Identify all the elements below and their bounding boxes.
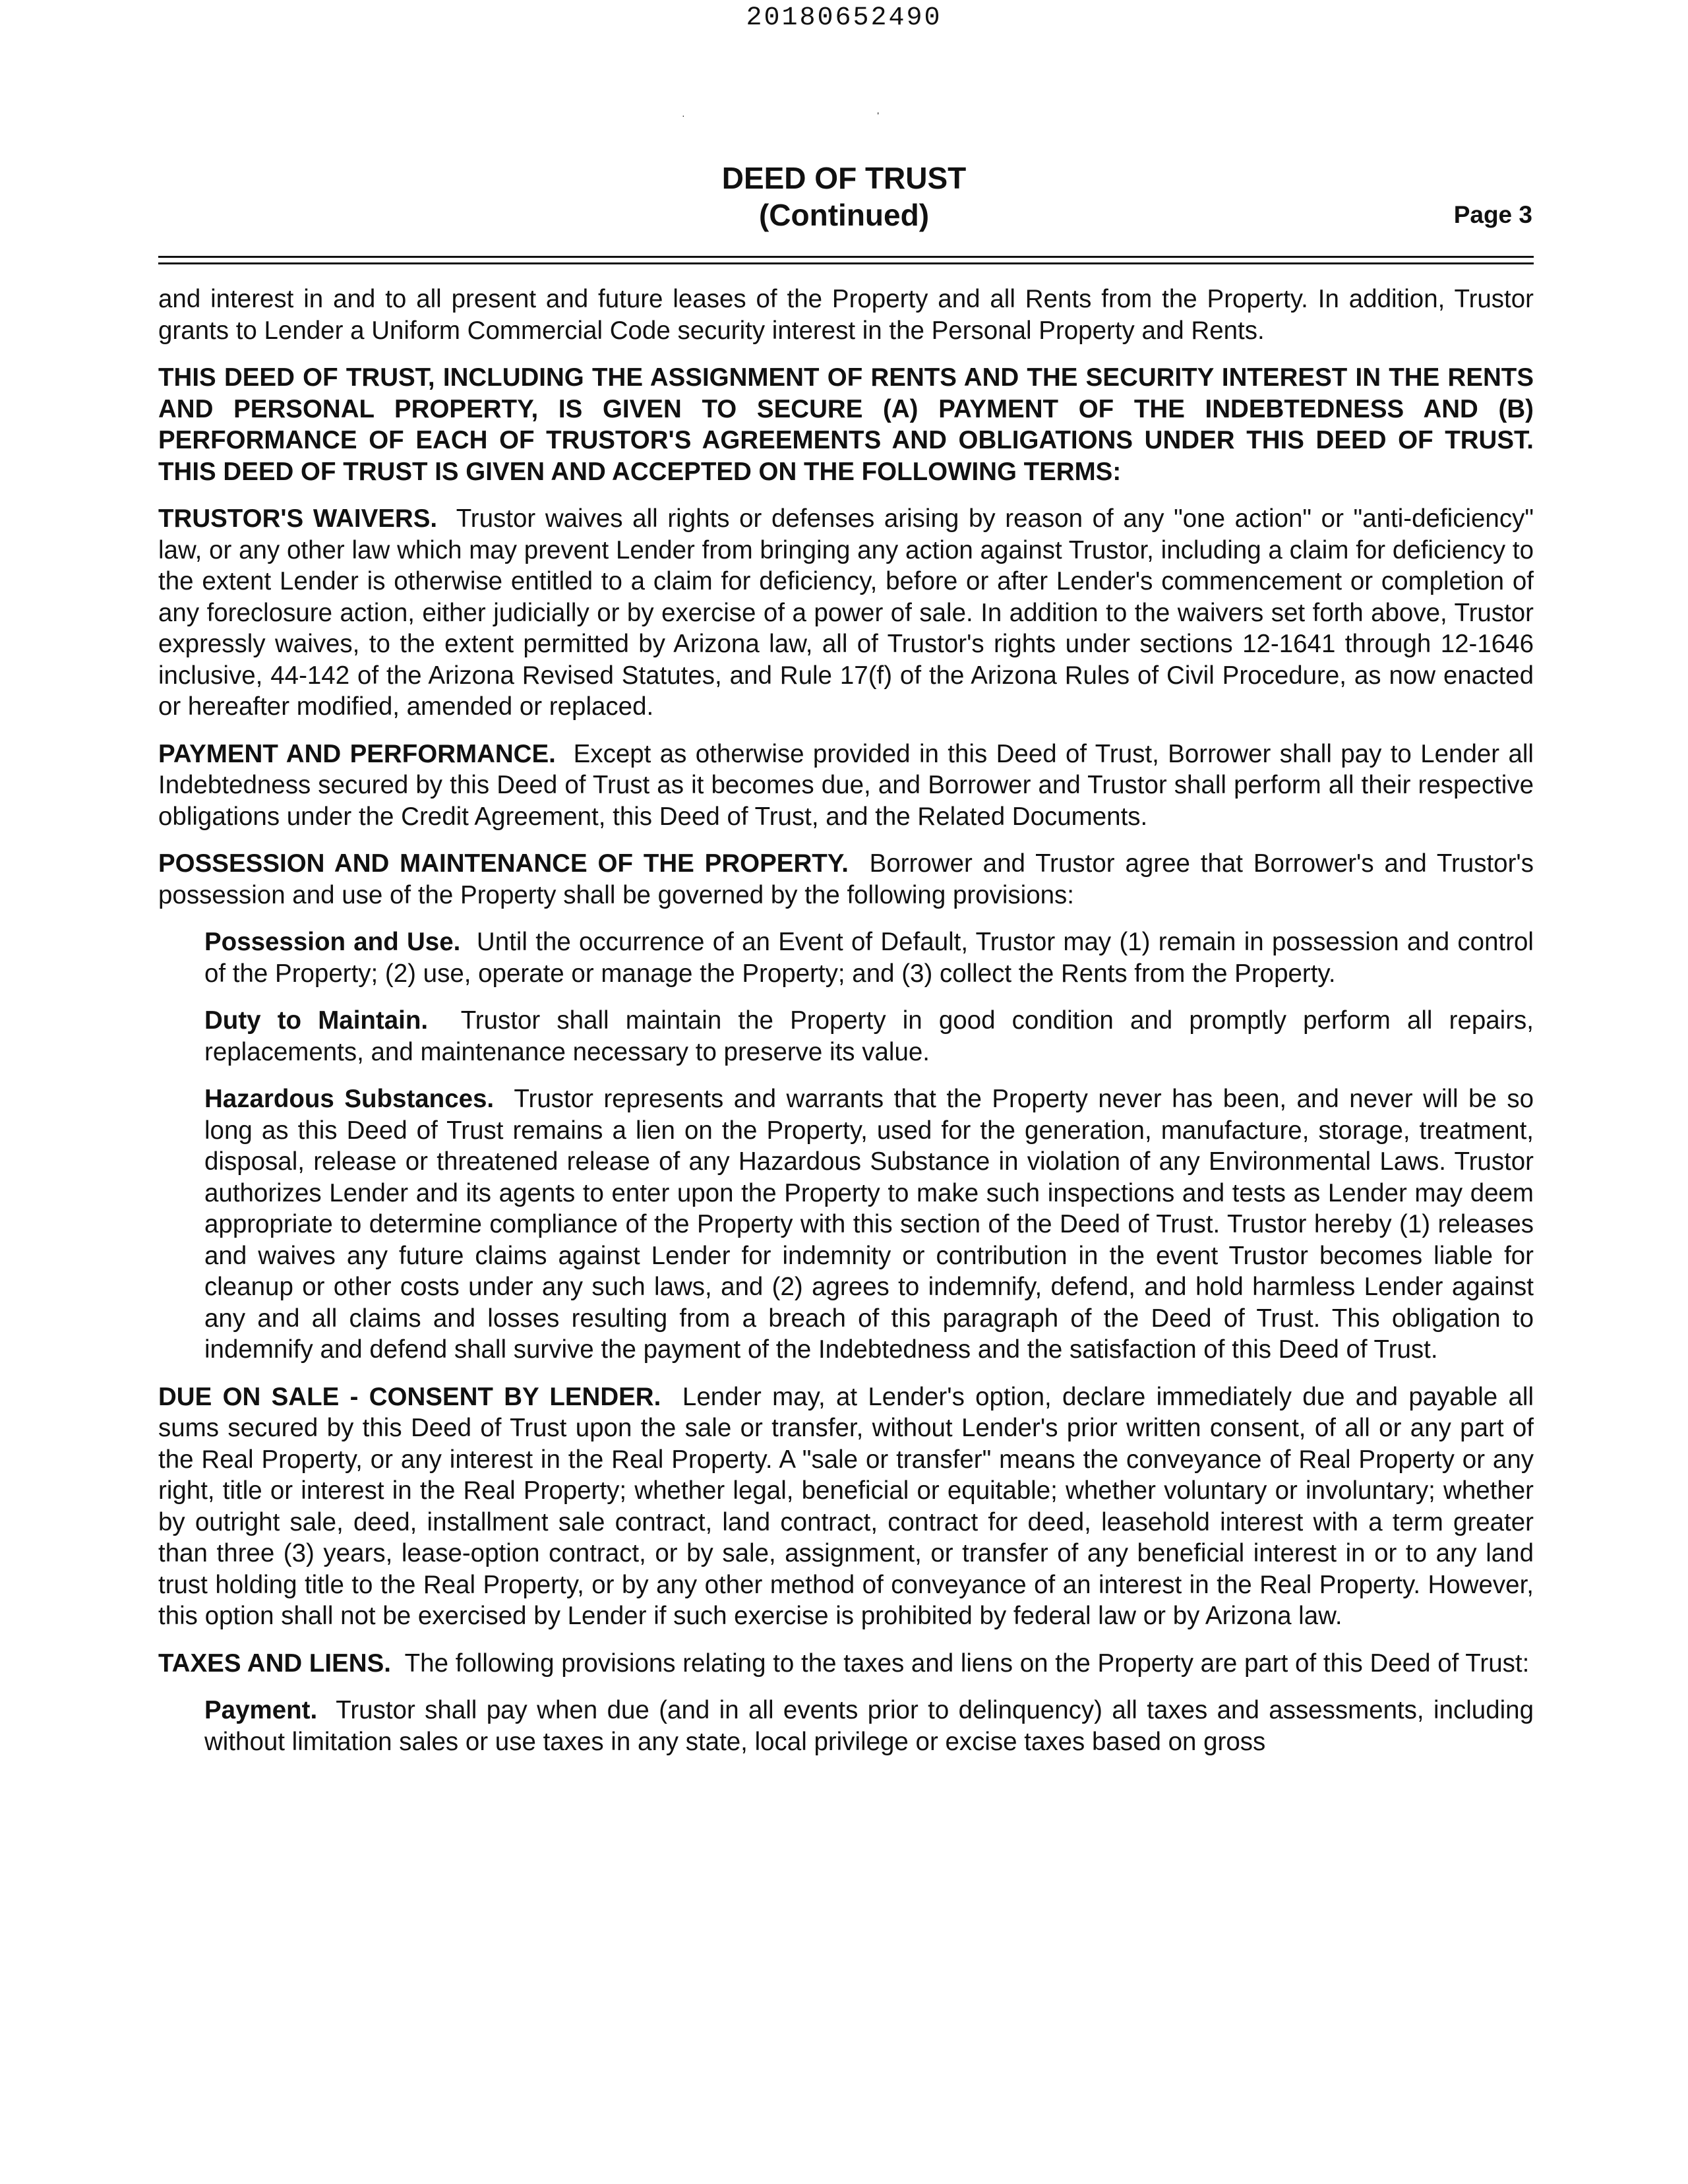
section-heading: DUE ON SALE - CONSENT BY LENDER. <box>158 1382 661 1411</box>
document-body <box>158 284 1534 1773</box>
page-number: Page 3 <box>1453 201 1532 228</box>
section-trustors-waivers <box>158 503 1534 723</box>
header-rule-top <box>158 256 1534 258</box>
subsection-payment <box>204 1695 1534 1757</box>
subsection-heading: Payment. <box>204 1696 318 1724</box>
document-title <box>0 160 1688 233</box>
title-line-2: (Continued) <box>758 198 930 232</box>
section-heading: TAXES AND LIENS. <box>158 1649 391 1678</box>
section-text: Except as otherwise provided in this Deed of Trust, Borrower shall pay to Lender all Indebtedness secured by this Deed of Trust as it becomes due, and Borrower and Trustor shall perform all their respective obligations under the Credit Agreement, this Deed of Trust, and the Related Documents. <box>158 739 1534 831</box>
subsection-text: Trustor shall pay when due (and in all events prior to delinquency) all taxes and assessments, including without limitation sales or use taxes in any state, local privilege or excise taxes based on gross <box>204 1696 1534 1756</box>
paragraph-leases-intro <box>158 284 1534 346</box>
subsection-heading: Duty to Maintain. <box>204 1006 429 1035</box>
section-heading: TRUSTOR'S WAIVERS. <box>158 504 438 533</box>
header-rule-bottom <box>158 262 1534 264</box>
document-number: 20180652490 <box>746 3 942 33</box>
subsection-possession-use <box>204 926 1534 989</box>
subsection-hazardous-substances <box>204 1083 1534 1366</box>
subsection-duty-to-maintain <box>204 1005 1534 1068</box>
section-possession-maintenance <box>158 848 1534 911</box>
section-text: The following provisions relating to the taxes and liens on the Property are part of this Deed of Trust: <box>404 1649 1530 1678</box>
subsection-heading: Hazardous Substances. <box>204 1085 495 1113</box>
paragraph-secure-statement <box>158 362 1534 487</box>
section-heading: POSSESSION AND MAINTENANCE OF THE PROPERTY. <box>158 849 849 878</box>
section-taxes-liens <box>158 1648 1534 1680</box>
subsection-text: Trustor represents and warrants that the Property never has been, and never will be so long as this Deed of Trust remains a lien on the Property, used for the generation, manufacture, storage, treatment, disposal, release or threatened release of any Hazardous Substance in violation of any Environmental Laws. Trustor authorizes Lender and its agents to enter upon the Property to make such inspections and tests as Lender may deem appropriate to determine compliance of the Property with this section of the Deed of Trust. Trustor hereby (1) releases and waives any future claims against Lender for indemnity or contribution in the event Trustor becomes liable for cleanup or other costs under any such laws, and (2) agrees to indemnify, defend, and hold harmless Lender against any and all claims and losses resulting from a breach of this paragraph of the Deed of Trust. This obligation to indemnify and defend shall survive the payment of the Indebtedness and the satisfaction of this Deed of Trust. <box>204 1085 1534 1364</box>
subsection-heading: Possession and Use. <box>204 928 461 956</box>
section-due-on-sale <box>158 1381 1534 1632</box>
subsection-text: Until the occurrence of an Event of Default, Trustor may (1) remain in possession and control of the Property; (2) use, operate or manage the Property; and (3) collect the Rents from the Property. <box>204 928 1534 988</box>
subsection-text: Trustor shall maintain the Property in good condition and promptly perform all repairs, replacements, and maintenance necessary to preserve its value. <box>204 1006 1534 1066</box>
paragraph-text: THIS DEED OF TRUST, INCLUDING THE ASSIGNMENT OF RENTS AND THE SECURITY INTEREST IN THE RENTS AND PERSONAL PROPERTY, IS GIVEN TO SECURE (A) PAYMENT OF THE INDEBTEDNESS AND (B) PERFORMANCE OF EACH OF TRUSTOR'S AGREEMENTS AND OBLIGATIONS UNDER THIS DEED OF TRUST. THIS DEED OF TRUST IS GIVEN AND ACCEPTED ON THE FOLLOWING TERMS: <box>158 363 1534 486</box>
scan-specks: · ' <box>682 110 880 121</box>
title-line-1: DEED OF TRUST <box>721 161 967 195</box>
section-text: Borrower and Trustor agree that Borrower's and Trustor's possession and use of the Property shall be governed by the following provisions: <box>158 849 1534 909</box>
section-text: Trustor waives all rights or defenses arising by reason of any "one action" or "anti-deficiency" law, or any other law which may prevent Lender from bringing any action against Trustor, including a claim for deficiency to the extent Lender is otherwise entitled to a claim for deficiency, before or after Lender's commencement or completion of any foreclosure action, either judicially or by exercise of a power of sale. In addition to the waivers set forth above, Trustor expressly waives, to the extent permitted by Arizona law, all of Trustor's rights under sections 12-1641 through 12-1646 inclusive, 44-142 of the Arizona Revised Statutes, and Rule 17(f) of the Arizona Rules of Civil Procedure, as now enacted or hereafter modified, amended or replaced. <box>158 504 1534 721</box>
section-heading: PAYMENT AND PERFORMANCE. <box>158 739 556 768</box>
section-payment-performance <box>158 739 1534 833</box>
section-text: Lender may, at Lender's option, declare immediately due and payable all sums secured by this Deed of Trust upon the sale or transfer, without Lender's prior written consent, of all or any part of the Real Property, or any interest in the Real Property. A "sale or transfer" means the conveyance of Real Property or any right, title or interest in the Real Property; whether legal, beneficial or equitable; whether voluntary or involuntary; whether by outright sale, deed, installment sale contract, land contract, contract for deed, leasehold interest with a term greater than three (3) years, lease-option contract, or by sale, assignment, or transfer of any beneficial interest in or to any land trust holding title to the Real Property, or by any other method of conveyance of an interest in the Real Property. However, this option shall not be exercised by Lender if such exercise is prohibited by federal law or by Arizona law. <box>158 1382 1534 1630</box>
paragraph-text: and interest in and to all present and future leases of the Property and all Rents from the Property. In addition, Trustor grants to Lender a Uniform Commercial Code security interest in the Personal Property and Rents. <box>158 285 1534 345</box>
